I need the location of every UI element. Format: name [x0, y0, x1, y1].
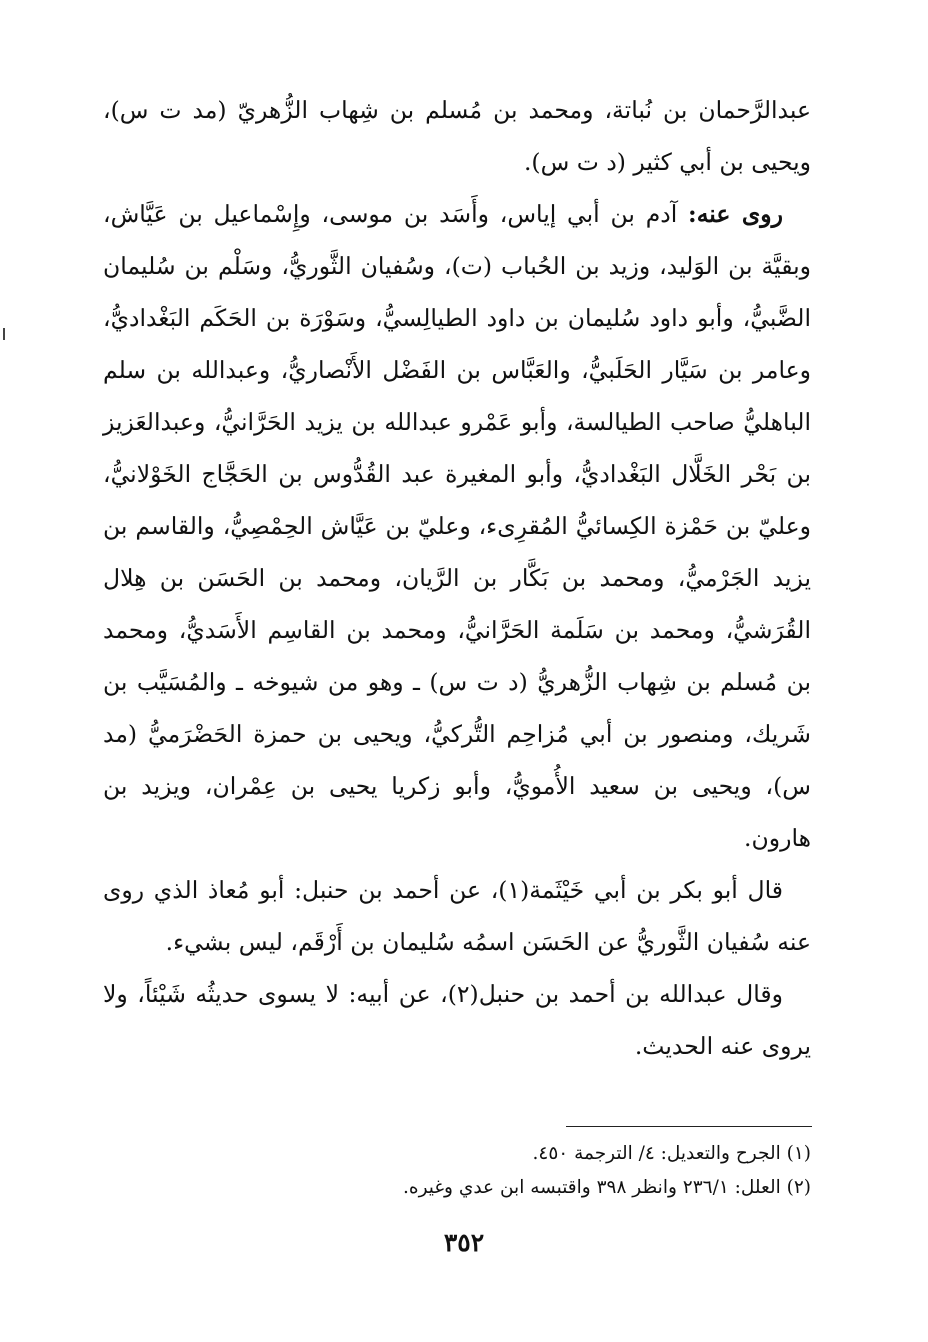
page-number: ٣٥٢ [443, 1228, 485, 1257]
paragraph-2 [103, 188, 811, 864]
paragraph-1: عبدالرَّحمان بن نُباتة، ومحمد بن مُسلم بن شِهاب الزُّهريّ (مد ت س)، ويحيى بن أبي كثير (د ت س). [103, 96, 811, 176]
paragraph-4: وقال عبدالله بن أحمد بن حنبل(٢)، عن أبيه: لا يسوى حديثُه شَيْئاً، ولا يروى عنه الحديث. [103, 980, 811, 1060]
paragraph-3: قال أبو بكر بن أبي خَيْثَمة(١)، عن أحمد بن حنبل: أبو مُعاذ الذي روى عنه سُفيان الثَّوريُّ عن الحَسَن اسمُه سُليمان بن أَرْقَم، ليس بشيء. [103, 876, 811, 956]
margin-mark [3, 328, 5, 340]
narrators-label: روى عنه: [688, 200, 783, 228]
narrators-list: آدم بن أبي إياس، وأَسَد بن موسى، وإِسْماعيل بن عَيَّاش، وبقيَّة بن الوَليد، وزيد بن الحُباب (ت)، وسُفيان الثَّوريُّ، وسَلْم بن سُليمان الضَّبيُّ، وأبو داود سُليمان بن داود الطيالِسيُّ، وسَوْرَة بن الحَكَم البَغْداديُّ، وعامر بن سَيَّار الحَلَبيُّ، والعَبَّاس بن الفَضْل الأَنْصاريُّ، وعبدالله بن سلم الباهليُّ صاحب الطيالسة، وأبو عَمْرو عبدالله بن يزيد الحَرَّانيُّ، وعبدالعَزيز بن بَحْر الخَلَّال البَغْداديُّ، وأبو المغيرة عبد القُدُّوس بن الحَجَّاج الخَوْلانيُّ، وعليّ بن حَمْزة الكِسائيُّ المُقرِىء، وعليّ بن عَيَّاش الحِمْصِيُّ، والقاسم بن يزيد الجَرْميُّ، ومحمد بن بَكَّار بن الرَّيان، ومحمد بن الحَسَن بن هِلال القُرَشيُّ، ومحمد بن سَلَمة الحَرَّانيُّ، ومحمد بن القاسِم الأَسَديُّ، ومحمد بن مُسلم بن شِهاب الزُّهريُّ (د ت س) ـ وهو من شيوخه ـ والمُسَيَّب بن شَريك، ومنصور بن أبي مُزاحِم التُّركيُّ، ويحيى بن حمزة الحَضْرَميُّ (مد س)، ويحيى بن سعيد الأُمويُّ، وأبو زكريا يحيى بن عِمْران، ويزيد بن هارون. [103, 200, 811, 852]
footnote-1: (١) الجرح والتعديل: ٤/ الترجمة ٤٥٠. [532, 1143, 811, 1164]
footnote-divider [566, 1126, 812, 1127]
footnotes [103, 1137, 811, 1205]
footnote-2: (٢) العلل: ٢٣٦/١ وانظر ٣٩٨ واقتبسه ابن عدي وغيره. [403, 1177, 811, 1198]
main-text [103, 84, 811, 1072]
